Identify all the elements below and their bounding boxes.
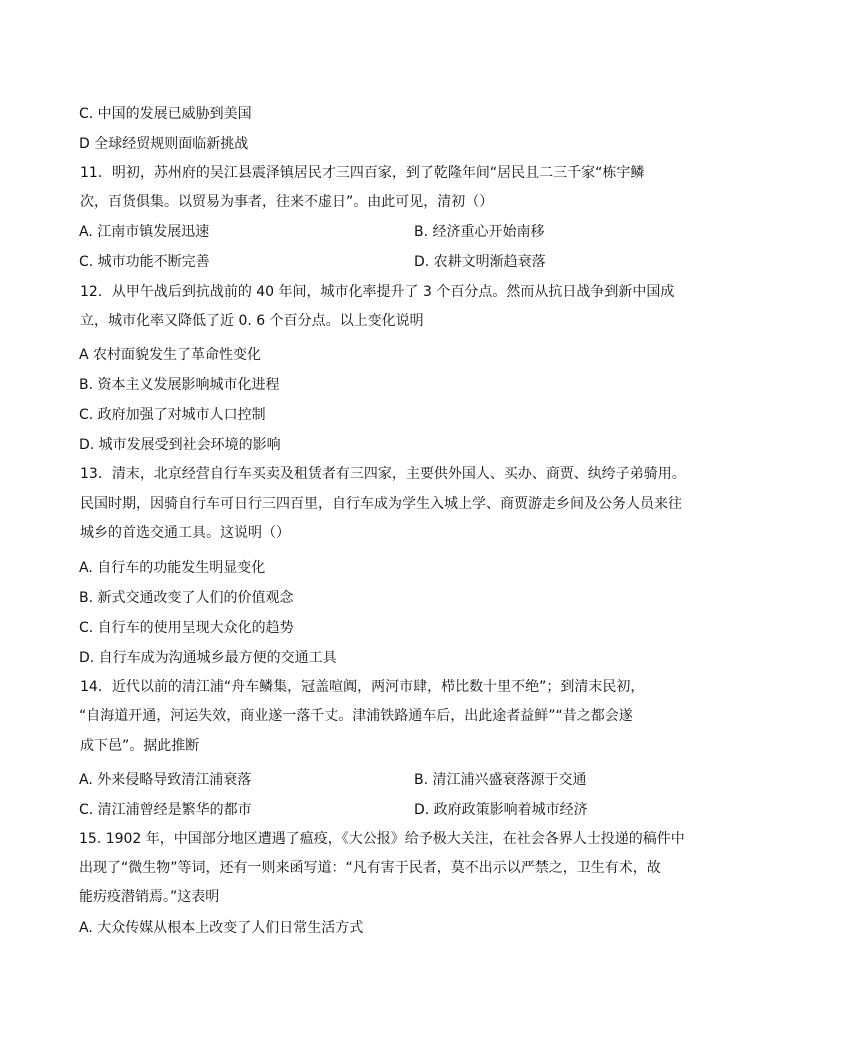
question-14-line-2: “自海道开通，河运失效，商业遂一落千丈。津浦铁路通车后，出此途者益鲜”“昔之都会遂 bbox=[79, 708, 633, 724]
option-c-q14: C. 清江浦曾经是繁华的都市 bbox=[79, 802, 252, 818]
question-13-line-1: 13．清末，北京经营自行车买卖及租赁者有三四家，主要供外国人、买办、商贾、纨绔子弟骑用。 bbox=[80, 466, 686, 482]
option-b-q11: B. 经济重心开始南移 bbox=[414, 224, 545, 240]
option-b-q14: B. 清江浦兴盛衰落源于交通 bbox=[414, 772, 587, 788]
option-c-q10: C. 中国的发展已威胁到美国 bbox=[79, 106, 252, 122]
option-c-q13: C. 自行车的使用呈现大众化的趋势 bbox=[79, 620, 294, 636]
question-13-line-3: 城乡的首选交通工具。这说明（） bbox=[80, 525, 290, 541]
option-a-q11: A. 江南市镇发展迅速 bbox=[79, 224, 210, 240]
option-a-q14: A. 外来侵略导致清江浦衰落 bbox=[79, 772, 252, 788]
question-13-line-2: 民国时期，因骑自行车可日行三四百里，自行车成为学生入城上学、商贾游走乡间及公务人员来往 bbox=[80, 496, 682, 512]
option-c-q11: C. 城市功能不断完善 bbox=[79, 254, 210, 270]
option-d-q12: D. 城市发展受到社会环境的影响 bbox=[79, 437, 281, 453]
option-b-q13: B. 新式交通改变了人们的价值观念 bbox=[79, 590, 294, 606]
question-15-line-2: 出现了“微生物”等词，还有一则来函写道：“凡有害于民者，莫不出示以严禁之，卫生有术，故 bbox=[79, 860, 661, 876]
question-11-line-1: 11．明初，苏州府的吴江县震泽镇居民才三四百家，到了乾隆年间“居民且二三千家“栋宇鳞 bbox=[80, 165, 645, 181]
option-a-q15: A. 大众传媒从根本上改变了人们日常生活方式 bbox=[79, 920, 364, 936]
option-d-q14: D. 政府政策影响着城市经济 bbox=[414, 802, 588, 818]
question-12-line-2: 立，城市化率又降低了近 0. 6 个百分点。以上变化说明 bbox=[80, 313, 424, 329]
option-b-q12: B. 资本主义发展影响城市化进程 bbox=[79, 377, 280, 393]
question-12-line-1: 12．从甲午战后到抗战前的 40 年间，城市化率提升了 3 个百分点。然而从抗日战争到新中国成 bbox=[80, 284, 675, 300]
question-14-line-3: 成下邑”。据此推断 bbox=[80, 738, 200, 754]
question-14-line-1: 14．近代以前的清江浦“舟车鳞集，冠盖喧阗，两河市肆，栉比数十里不绝”；到清末民初， bbox=[80, 679, 645, 695]
question-15-line-1: 15. 1902 年，中国部分地区遭遇了瘟疫，《大公报》给予极大关注，在社会各界人士投递的稿件中 bbox=[79, 831, 685, 847]
question-11-line-2: 次，百货俱集。以贸易为事者，往来不虚日”。由此可见，清初（） bbox=[80, 194, 494, 210]
option-c-q12: C. 政府加强了对城市人口控制 bbox=[79, 407, 266, 423]
question-15-line-3: 能疠疫潜销焉。”这表明 bbox=[79, 889, 220, 905]
option-d-q10: D 全球经贸规则面临新挑战 bbox=[79, 136, 249, 152]
option-d-q13: D. 自行车成为沟通城乡最方便的交通工具 bbox=[79, 650, 337, 666]
option-a-q13: A. 自行车的功能发生明显变化 bbox=[79, 560, 266, 576]
option-d-q11: D. 农耕文明渐趋衰落 bbox=[414, 254, 546, 270]
option-a-q12: A 农村面貌发生了革命性变化 bbox=[79, 347, 262, 363]
